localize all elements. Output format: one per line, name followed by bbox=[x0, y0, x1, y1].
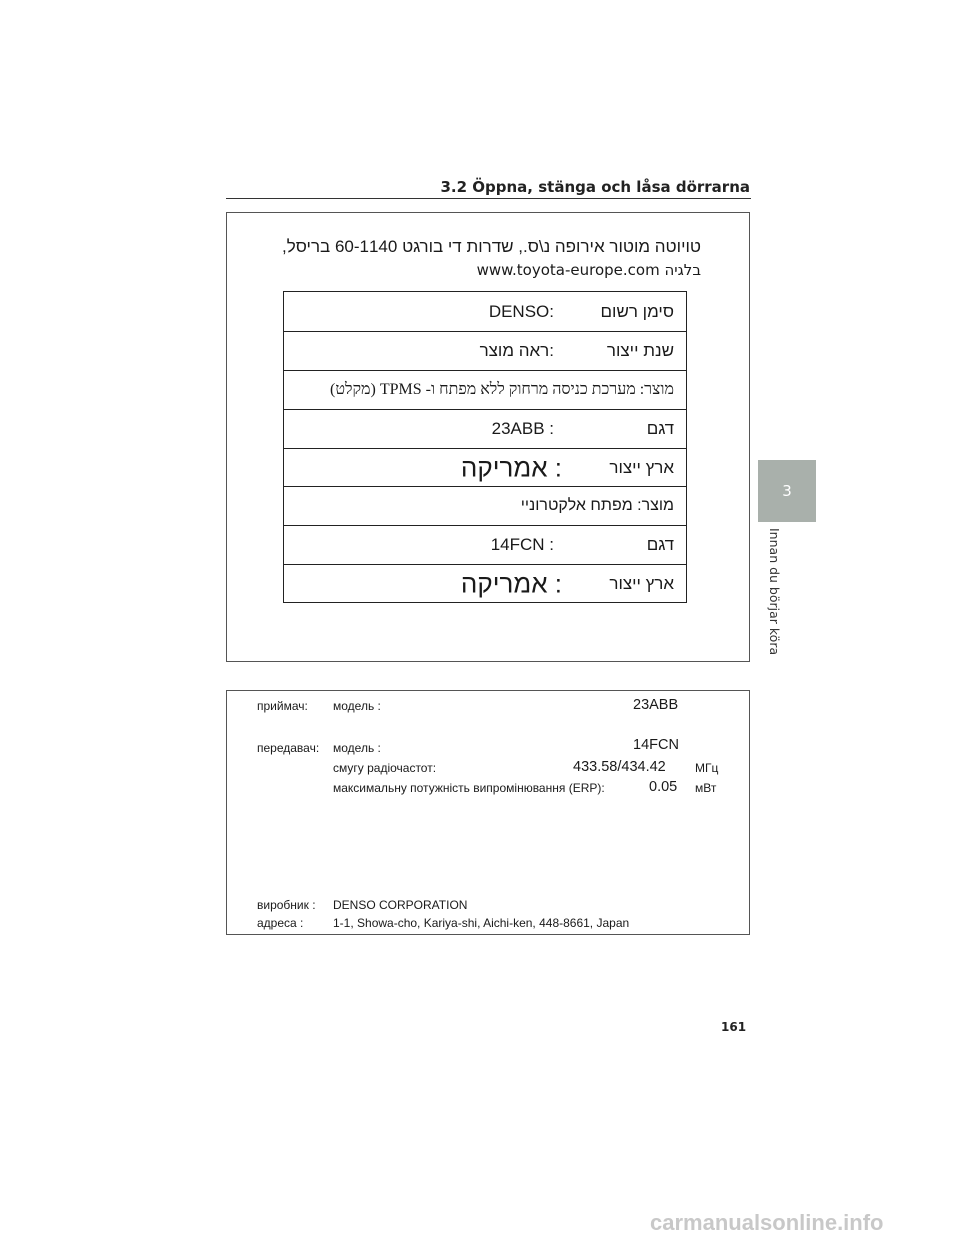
hebrew-certification-box bbox=[226, 212, 750, 662]
section-title: 3.2 Öppna, stänga och låsa dörrarna bbox=[440, 178, 750, 196]
transmitter-model-label: модель : bbox=[333, 741, 381, 755]
label-row-product-receiver bbox=[284, 370, 686, 409]
chapter-tab[interactable] bbox=[758, 460, 816, 522]
chapter-label: Innan du börjar köra bbox=[767, 528, 782, 656]
importer-address-line1: טויוטה מוטור אירופה נ\ס., שדרות די בורגט 60-1140 בריסל, bbox=[282, 237, 701, 256]
maker-value: DENSO CORPORATION bbox=[333, 898, 468, 912]
row-value: אמריקה : bbox=[460, 568, 562, 598]
label-row-model-receiver bbox=[284, 409, 686, 448]
row-label: דגם bbox=[646, 419, 674, 438]
row-value: אמריקה : bbox=[460, 452, 562, 482]
row-label: דגם bbox=[646, 535, 674, 554]
transmitter-model-value: 14FCN bbox=[633, 737, 679, 753]
row-full-text: מוצר: מפתח אלקטרוניי bbox=[520, 497, 674, 514]
power-label: максимальну потужність випромінювання (ERP): bbox=[333, 781, 605, 795]
power-unit: мВт bbox=[695, 781, 717, 795]
label-row-year bbox=[284, 331, 686, 370]
receiver-model-label: модель : bbox=[333, 699, 381, 713]
band-label: смугу радіочастот: bbox=[333, 761, 437, 775]
band-unit: МГц bbox=[695, 761, 719, 775]
row-value: ראה מוצר: bbox=[479, 341, 554, 360]
label-row-model-key bbox=[284, 525, 686, 564]
ukrainian-certification-box bbox=[226, 690, 750, 935]
watermark: carmanualsonline.info bbox=[650, 1210, 884, 1235]
address-label: адреса : bbox=[257, 916, 304, 930]
product-label-table bbox=[283, 291, 687, 603]
row-value: 14FCN : bbox=[490, 535, 554, 554]
receiver-model-value: 23ABB bbox=[633, 697, 679, 713]
transmitter-label: передавач: bbox=[257, 741, 320, 755]
maker-label: виробник : bbox=[257, 898, 316, 912]
row-value: 23ABB : bbox=[491, 419, 554, 438]
band-value: 433.58/434.42 bbox=[573, 759, 666, 775]
chapter-number: 3 bbox=[782, 482, 792, 500]
row-label: שנת ייצור bbox=[606, 341, 674, 360]
label-row-product-key bbox=[284, 486, 686, 525]
power-value: 0.05 bbox=[649, 779, 678, 795]
row-label: ארץ ייצור bbox=[609, 573, 674, 593]
receiver-label: приймач: bbox=[257, 699, 308, 713]
label-row-trademark bbox=[284, 292, 686, 331]
address-value: 1-1, Showa-cho, Kariya-shi, Aichi-ken, 448-8661, Japan bbox=[333, 916, 630, 930]
row-value: DENSO: bbox=[488, 301, 554, 321]
row-full-text: מוצר: מערכת כניסה מרחוק ללא מפתח ו- TPMS (מקלט) bbox=[330, 381, 674, 398]
label-row-country-key bbox=[284, 564, 686, 602]
header-rule bbox=[226, 198, 751, 199]
page-number: 161 bbox=[721, 1020, 747, 1034]
row-label: סימן רשום bbox=[600, 301, 674, 321]
row-label: ארץ ייצור bbox=[609, 457, 674, 477]
importer-address-line2: בלגיה www.toyota-europe.com bbox=[476, 261, 701, 279]
label-row-country-receiver bbox=[284, 448, 686, 486]
